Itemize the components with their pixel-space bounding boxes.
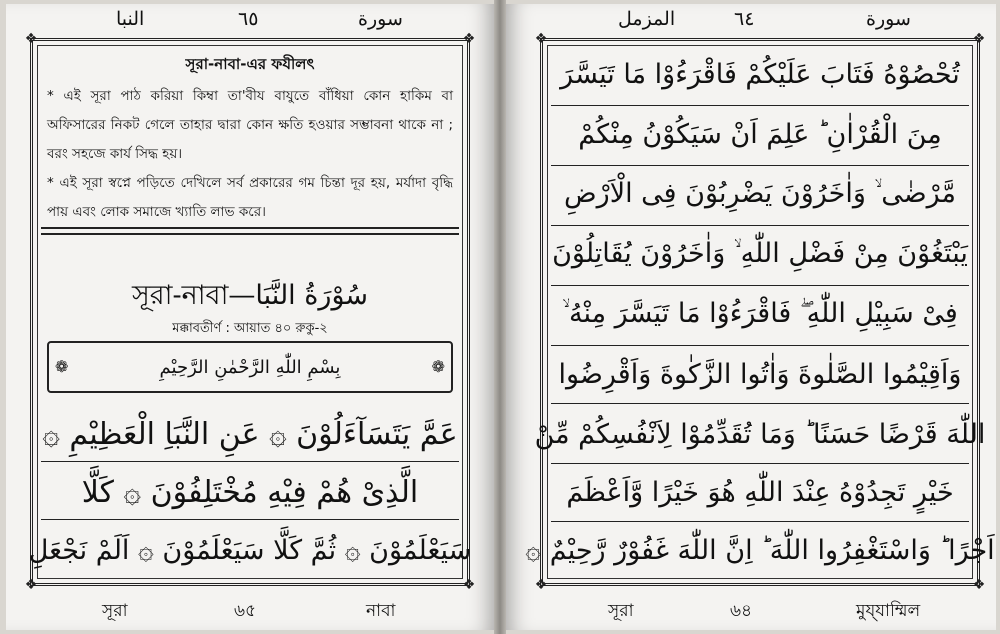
right-footer-label: সূরা	[608, 601, 634, 621]
surah-title: সূরা-নাবা—سُوْرَةُ النَّبَا	[131, 280, 369, 311]
left-footer-surah-name: নাবা	[366, 601, 396, 621]
divider	[41, 227, 459, 229]
ayah-line-7: اللّٰهَ قَرْضًا حَسَنًا ؕ وَمَا تُقَدِّمُوْا لِاَنْفُسِكُمْ مِّنْ	[534, 418, 986, 450]
bismillah-text: ❁ بِسْمِ اللّٰهِ الرَّحْمٰنِ الرَّحِيْمِ	[159, 356, 341, 378]
ornament-corner-icon: ❖	[462, 577, 476, 593]
ayah-line-8: خَيْرٍ تَجِدُوْهُ عِنْدَ اللّٰهِ هُوَ خَيْرًا وَّاَعْظَمَ	[566, 476, 954, 508]
ayah-line-3: مَّرْضٰى ۙ وَاٰخَرُوْنَ يَضْرِبُوْنَ فِى الْاَرْضِ	[564, 178, 956, 209]
ayah-line-1: تُحْصُوْهُ فَتَابَ عَلَيْكُمْ فَاقْرَءُوْا مَا تَيَسَّرَ	[560, 58, 960, 90]
right-footer-page-number: ৬৪	[730, 601, 753, 621]
line-rule	[551, 521, 969, 522]
right-header-page-number: ٦٤	[734, 8, 755, 30]
ayah-line-6: وَاَقِيْمُوا الصَّلٰوةَ وَاٰتُوا الزَّكٰوةَ وَاَقْرِضُوا	[558, 358, 962, 390]
left-header-surah-name: النبا	[116, 8, 145, 30]
ayah-line-2: الَّذِىْ هُمْ فِيْهِ مُخْتَلِفُوْنَ ۞ كَلَّا	[81, 474, 419, 510]
left-page-header	[6, 8, 494, 36]
book-gutter	[494, 0, 506, 634]
ayah-line-1: عَمَّ يَتَسَآءَلُوْنَ ۞ عَنِ النَّبَاِ الْعَظِيْمِ ۞	[42, 416, 458, 452]
line-rule	[551, 225, 969, 226]
right-header-surah-name: المزمل	[618, 8, 676, 30]
right-footer-surah-name: মুয্‌যাম্মিল	[856, 601, 921, 621]
ornament-corner-icon: ❖	[24, 577, 38, 593]
ayah-line-3: سَيَعْلَمُوْنَ ۞ ثُمَّ كَلَّا سَيَعْلَمُوْنَ ۞ اَلَمْ نَجْعَلِ	[28, 534, 472, 566]
fazilat-title: সূরা-নাবা-এর ফযীলৎ	[185, 55, 315, 73]
right-header-surah-label: سورة	[866, 8, 911, 30]
ornament-corner-icon: ❖	[534, 31, 548, 47]
fazilat-paragraph-1: * এই সূরা পাঠ করিয়া কিম্বা তা'বীয বাযুতে বাঁধিয়া কোন হাকিম বা অফিসারের নিকট গেলে তাহার দ্বারা কোন ক্ষতি হওয়ার সম্ভাবনা থাকে না ; বরং সহজে কার্য সিদ্ধ হয়।	[47, 88, 453, 162]
left-footer-label: সূরা	[102, 601, 128, 621]
line-rule	[41, 519, 459, 520]
ornament-corner-icon: ❖	[24, 31, 38, 47]
ornament-corner-icon: ❖	[972, 31, 986, 47]
left-page-footer	[6, 594, 494, 624]
bismillah-box	[47, 341, 453, 393]
surah-meta: মক্কাবতীর্ণ : আয়াত ৪০ রুকু-২	[172, 321, 328, 336]
ornament-corner-icon: ❖	[462, 31, 476, 47]
ornament-corner-icon: ❖	[972, 577, 986, 593]
divider	[41, 233, 459, 235]
left-page	[6, 4, 494, 630]
line-rule	[551, 463, 969, 464]
left-footer-page-number: ৬৫	[234, 601, 257, 621]
fazilat-paragraph-2: * এই সূরা স্বপ্নে পড়িতে দেখিলে সর্ব প্রকারের গম চিন্তা দূর হয়, মর্যাদা বৃদ্ধি পায় এবং লোক সমাজে খ্যাতি লাভ করে।	[47, 175, 453, 220]
left-page-frame	[24, 31, 476, 593]
ayah-line-5: فِىْ سَبِيْلِ اللّٰهِ ۖ فَاقْرَءُوْا مَا تَيَسَّرَ مِنْهُ ۙ	[562, 298, 958, 329]
line-rule	[551, 165, 969, 166]
right-page	[506, 4, 996, 630]
left-header-page-number: ٦٥	[238, 8, 259, 30]
right-page-footer	[506, 594, 996, 624]
ornament-corner-icon: ❖	[534, 577, 548, 593]
line-rule	[551, 403, 969, 404]
line-rule	[41, 461, 459, 462]
ayah-line-4: يَبْتَغُوْنَ مِنْ فَضْلِ اللّٰهِ ۙ وَاٰخَرُوْنَ يُقَاتِلُوْنَ	[552, 238, 968, 269]
line-rule	[551, 105, 969, 106]
right-page-frame	[525, 31, 995, 593]
ayah-line-9: اَجْرًا ؕ وَاسْتَغْفِرُوا اللّٰهَ ؕ اِنَّ اللّٰهَ غَفُوْرٌ رَّحِيْمٌ ۞	[525, 534, 995, 566]
left-header-surah-label: سورة	[358, 8, 403, 30]
fazilat-section	[47, 53, 453, 227]
right-page-header	[506, 8, 996, 36]
ayah-line-2: مِنَ الْقُرْاٰنِ ؕ عَلِمَ اَنْ سَيَكُوْنُ مِنْكُمْ	[578, 118, 942, 150]
line-rule	[551, 285, 969, 286]
line-rule	[551, 345, 969, 346]
